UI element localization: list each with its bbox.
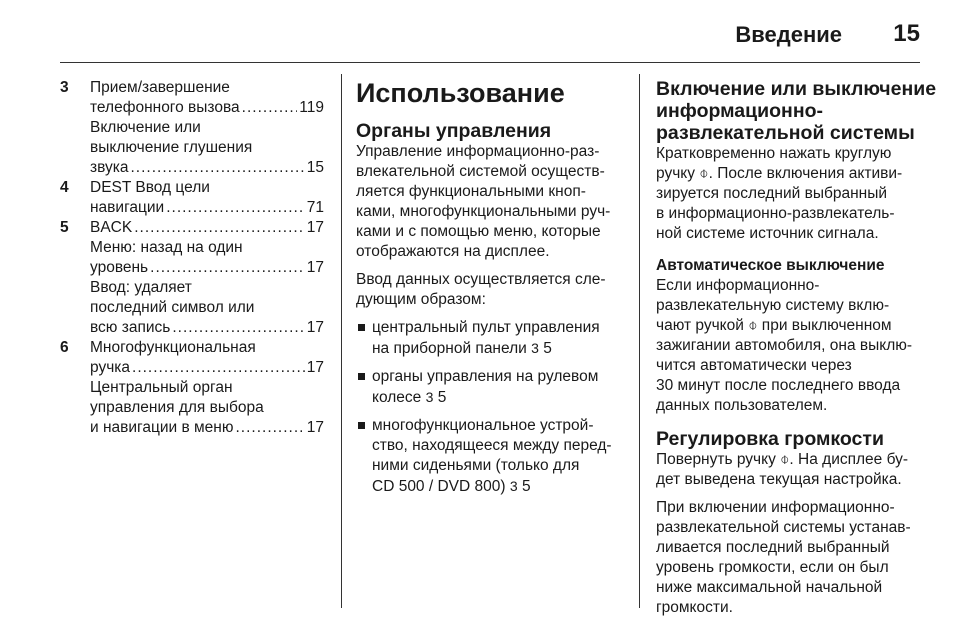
- text-line: ками и с помощью меню, которые: [356, 223, 601, 240]
- legend-page-ref: 17: [306, 259, 324, 276]
- legend-entry-text: Прием/завершение: [90, 79, 230, 96]
- text-line: ство, находящееся между перед-: [372, 437, 612, 454]
- legend-number: 4: [60, 179, 69, 196]
- list-item: [356, 318, 622, 359]
- power-column: [656, 78, 937, 626]
- legend-entry-text: управления для выбора: [90, 399, 264, 416]
- dot-leader: [132, 358, 305, 378]
- text-line: CD 500 / DVD 800) 3 5: [372, 478, 531, 495]
- text-line: ливается последний выбранный: [656, 539, 890, 556]
- legend-number: 5: [60, 219, 69, 236]
- legend-item: [60, 178, 324, 218]
- text-line: дующим образом:: [356, 291, 486, 308]
- volume-heading: Регулировка громкости: [656, 428, 884, 450]
- text-line: органы управления на рулевом: [372, 368, 599, 385]
- volume-text-2: [656, 498, 926, 618]
- legend-entry: [90, 318, 324, 338]
- legend-entry-text: навигации: [90, 199, 165, 216]
- usage-heading: Использование: [356, 78, 565, 108]
- heading-line: Включение или выключение: [656, 78, 937, 100]
- text-line: в информационно-развлекатель-: [656, 205, 895, 222]
- legend-entry-text: DEST Ввод цели: [90, 179, 210, 196]
- dot-leader: [242, 98, 298, 118]
- input-text: [356, 270, 622, 310]
- auto-off-heading: Автоматическое выключение: [656, 257, 885, 274]
- auto-off-text: [656, 276, 926, 416]
- legend-entry: [90, 158, 324, 178]
- text-line: ками, многофункциональными руч-: [356, 203, 611, 220]
- legend-page-ref: 17: [306, 359, 324, 376]
- legend-entry: [90, 418, 324, 438]
- column-divider-2: [639, 74, 640, 608]
- text-line: данных пользователем.: [656, 397, 828, 414]
- legend-page-ref: 71: [306, 199, 324, 216]
- page-ref-arrow-icon: 3: [531, 340, 539, 356]
- text-line: уровень громкости, если он был: [656, 559, 889, 576]
- legend-item: [60, 218, 324, 338]
- text-line: 30 минут после последнего ввода: [656, 377, 901, 394]
- legend-entry: [90, 198, 324, 218]
- legend-entry-text: последний символ или: [90, 299, 255, 316]
- legend-number: 3: [60, 79, 69, 96]
- page-ref: 5: [437, 389, 447, 406]
- text-line: чится автоматически через: [656, 357, 852, 374]
- text-line: дет выведена текущая настройка.: [656, 471, 902, 488]
- text-line: ной системе источник сигнала.: [656, 225, 879, 242]
- list-item: [356, 416, 622, 497]
- legend-entry: [90, 258, 324, 278]
- power-text: [656, 144, 926, 244]
- text-line: При включении информационно-: [656, 499, 895, 516]
- legend-page-ref: 17: [306, 219, 324, 236]
- text-line: Кратковременно нажать круглую: [656, 145, 892, 162]
- power-heading: [656, 78, 937, 144]
- legend-entry-text: ручка: [90, 359, 131, 376]
- page-header: [0, 14, 960, 54]
- text-line: громкости.: [656, 599, 733, 616]
- heading-line: информационно-: [656, 100, 823, 122]
- list-item: [356, 367, 622, 408]
- legend-item: [60, 78, 324, 178]
- section-title: Введение: [735, 22, 842, 47]
- input-methods-list: [356, 318, 622, 497]
- text-line: на приборной панели 3 5: [372, 340, 552, 357]
- legend-column: [60, 78, 324, 438]
- legend-entry-text: BACK: [90, 219, 133, 236]
- text-line: Повернуть ручку ⌽. На дисплее бу-: [656, 451, 909, 468]
- legend-entry-text: Многофункциональная: [90, 339, 256, 356]
- usage-column: [356, 78, 622, 505]
- text-line: центральный пульт управления: [372, 319, 600, 336]
- page-ref-arrow-icon: 3: [425, 389, 434, 405]
- dot-leader: [150, 258, 305, 278]
- text-line: зируется последний выбранный: [656, 185, 887, 202]
- dot-leader: [166, 198, 305, 218]
- legend-entry-text: телефонного вызова: [90, 99, 240, 116]
- page-number: 15: [893, 20, 920, 47]
- text-line: развлекательной системы устанав-: [656, 519, 911, 536]
- header-rule: [60, 62, 920, 63]
- text-line: развлекательную систему вклю-: [656, 297, 890, 314]
- text-line: колесе 3 5: [372, 389, 447, 406]
- text-line: ними сиденьями (только для: [372, 457, 580, 474]
- column-divider-1: [341, 74, 342, 608]
- dot-leader: [235, 418, 304, 438]
- legend-entry-text: Включение или: [90, 119, 201, 136]
- legend-entry-text: Меню: назад на один: [90, 239, 243, 256]
- legend-page-ref: 17: [306, 419, 324, 436]
- text-line: Управление информационно-раз-: [356, 143, 600, 160]
- legend-entry-text: звука: [90, 159, 129, 176]
- controls-text: [356, 142, 622, 262]
- legend-entry-text: и навигации в меню: [90, 419, 234, 436]
- page-ref-arrow-icon: 3: [509, 478, 518, 494]
- volume-text-1: [656, 450, 926, 490]
- dot-leader: [172, 318, 304, 338]
- text-line: влекательной системой осуществ-: [356, 163, 605, 180]
- legend-page-ref: 17: [306, 319, 324, 336]
- legend-page-ref: 119: [299, 99, 324, 116]
- dot-leader: [134, 218, 305, 238]
- dot-leader: [131, 158, 305, 178]
- legend-entry: [90, 98, 324, 118]
- legend-number: 6: [60, 339, 69, 356]
- page-ref: 5: [521, 478, 531, 495]
- legend-entry-text: выключение глушения: [90, 139, 253, 156]
- text-line: зажигании автомобиля, она выклю-: [656, 337, 913, 354]
- text-line: отображаются на дисплее.: [356, 243, 550, 260]
- legend-entry-text: Ввод: удаляет: [90, 279, 192, 296]
- text-line: чают ручкой ⌽ при выключенном: [656, 317, 892, 334]
- legend-page-ref: 15: [306, 159, 324, 176]
- text-line: Ввод данных осуществляется сле-: [356, 271, 606, 288]
- legend-entry: [90, 218, 324, 238]
- text-line: ручку ⌽. После включения активи-: [656, 165, 903, 182]
- page-ref: 5: [543, 340, 552, 357]
- legend-entry-text: всю запись: [90, 319, 171, 336]
- text-line: ниже максимальной начальной: [656, 579, 883, 596]
- heading-line: развлекательной системы: [656, 122, 915, 144]
- text-line: Если информационно-: [656, 277, 820, 294]
- legend-item: [60, 338, 324, 438]
- controls-heading: Органы управления: [356, 120, 552, 142]
- text-line: многофункциональное устрой-: [372, 417, 594, 434]
- legend-entry-text: Центральный орган: [90, 379, 233, 396]
- text-line: ляется функциональными кноп-: [356, 183, 586, 200]
- legend-entry: [90, 358, 324, 378]
- legend-entry-text: уровень: [90, 259, 149, 276]
